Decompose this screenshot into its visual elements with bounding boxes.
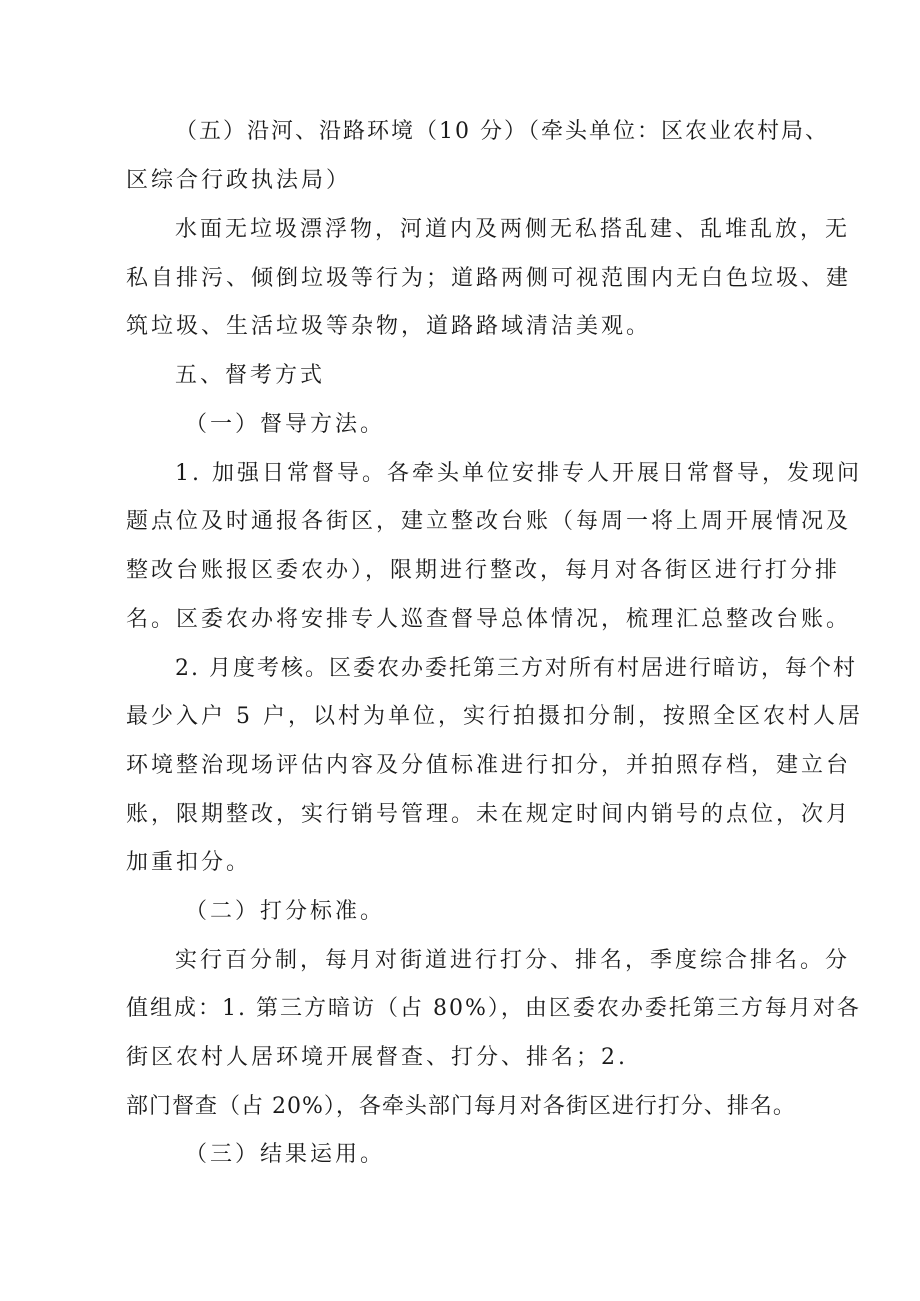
item-2-paragraph: 账，限期整改，实行销号管理。未在规定时间内销号的点位，次月 [126,802,852,827]
item-1-paragraph: 整改台账报区委农办），限期进行整改，每月对各街区进行打分排 [126,558,841,583]
section-5-paragraph: 筑垃圾、生活垃圾等杂物，道路路域清洁美观。 [126,314,652,339]
chapter-5-title: 五、督考方式 [175,363,326,388]
sub-1-heading: （一）督导方法。 [185,412,386,437]
scoring-paragraph: 实行百分制，每月对街道进行打分、排名，季度综合排名。分 [175,948,851,973]
item-2-paragraph: 环境整治现场评估内容及分值标准进行扣分，并拍照存档，建立台 [126,753,852,778]
scoring-paragraph: 部门督查（占 20%），各牵头部门每月对各街区进行打分、排名。 [126,1094,796,1119]
scoring-paragraph: 值组成：1. 第三方暗访（占 80%），由区委农办委托第三方每月对各 [126,996,861,1021]
item-1-paragraph: 1. 加强日常督导。各牵头单位安排专人开展日常督导，发现问 [175,461,862,486]
section-5-heading: （五）沿河、沿路环境（10 分）（牵头单位：区农业农村局、 [175,119,829,144]
item-1-paragraph: 名。区委农办将安排专人巡查督导总体情况，梳理汇总整改台账。 [126,607,852,632]
item-2-paragraph: 最少入户 5 户，以村为单位，实行拍摄扣分制，按照全区农村人居 [126,704,863,729]
section-5-paragraph: 水面无垃圾漂浮物，河道内及两侧无私搭乱建、乱堆乱放，无 [175,217,851,242]
sub-2-heading: （二）打分标准。 [185,899,386,924]
section-5-heading-cont: 区综合行政执法局） [126,168,352,193]
section-5-paragraph: 私自排污、倾倒垃圾等行为；道路两侧可视范围内无白色垃圾、建 [126,266,852,291]
item-2-paragraph: 加重扣分。 [126,850,252,875]
sub-3-heading: （三）结果运用。 [185,1142,386,1167]
item-1-paragraph: 题点位及时通报各街区，建立整改台账（每周一将上周开展情况及 [126,509,852,534]
item-2-paragraph: 2. 月度考核。区委农办委托第三方对所有村居进行暗访，每个村 [175,656,857,681]
scoring-paragraph: 街区农村人居环境开展督查、打分、排名；2. [126,1045,628,1070]
